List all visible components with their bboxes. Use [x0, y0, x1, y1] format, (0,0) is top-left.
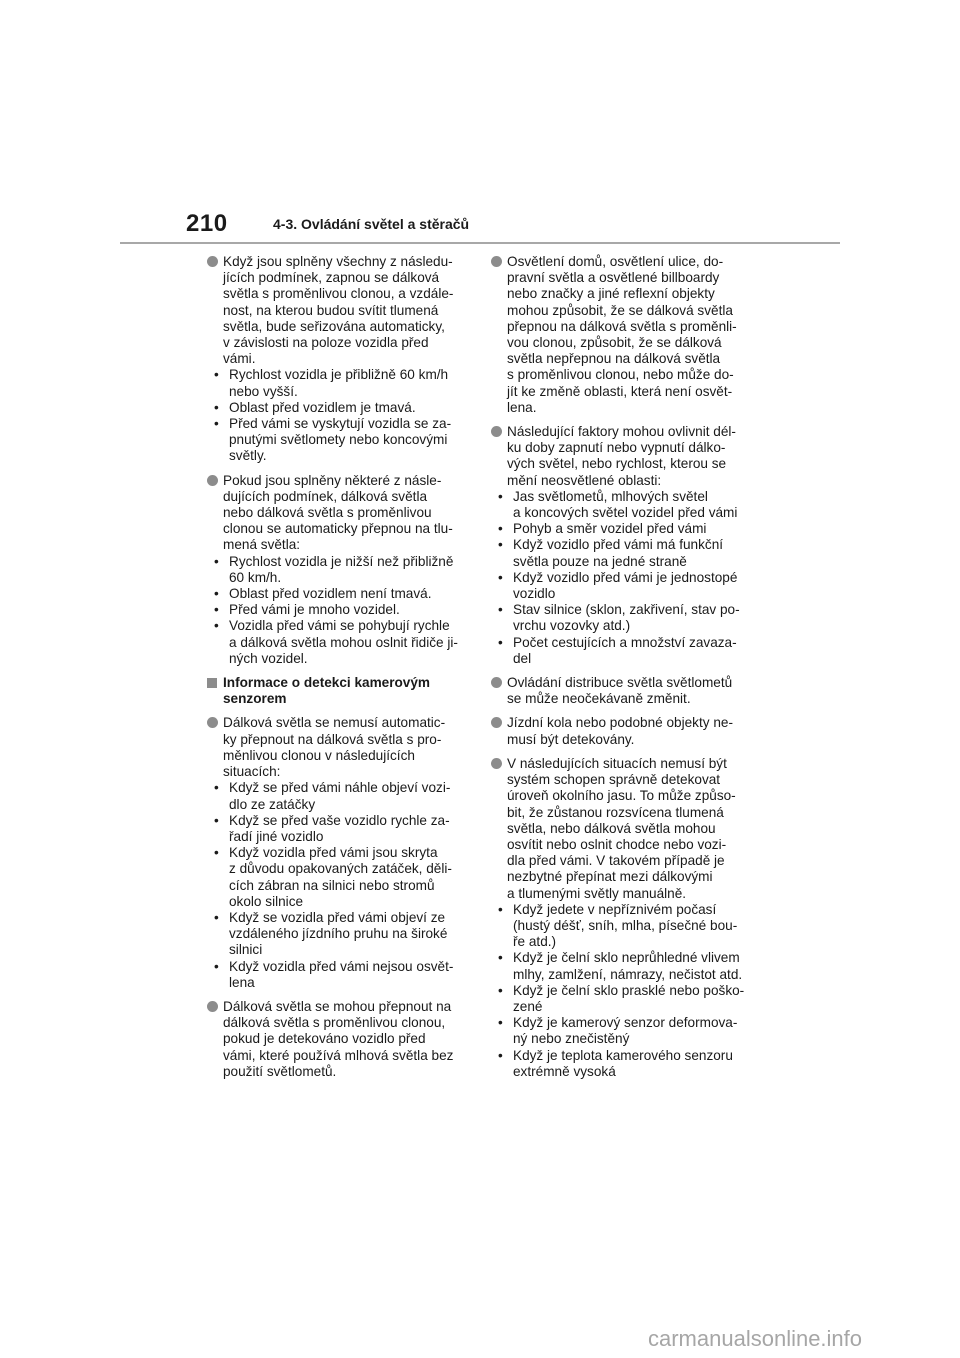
list-item [214, 416, 465, 465]
bullet-dot-icon: • [498, 950, 503, 966]
bullet-list [498, 489, 749, 667]
text-line: mohou způsobit, že se dálková světla [507, 302, 733, 318]
text-line: systém schopen správně detekovat [507, 772, 721, 788]
text-line: nebo značky a jiné reflexní objekty [507, 286, 715, 302]
text-line: cích zábran na silnici nebo stromů [229, 877, 435, 893]
text-line: světla s proměnlivou clonou, a vzdále- [223, 286, 454, 302]
text-line: Informace o detekci kamerovým [223, 675, 431, 691]
bullet-dot-icon: • [214, 416, 219, 432]
bullet-dot-icon: • [214, 399, 219, 415]
text-line: Před vámi se vyskytují vozidla se za- [229, 416, 452, 432]
circle-bullet-icon [491, 677, 502, 688]
text-line: (hustý déšť, sníh, mlha, písečné bou- [513, 917, 738, 933]
text-line: Když je teplota kamerového senzoru [513, 1047, 733, 1063]
list-item [498, 537, 749, 569]
square-bullet-icon [207, 678, 217, 688]
text-line: Ovládání distribuce světla světlometů [507, 675, 733, 691]
section-title: 4-3. Ovládání světel a stěračů [273, 216, 470, 232]
text-line: dlo ze zatáčky [229, 796, 316, 812]
text-line: lena. [507, 399, 537, 415]
text-line: Osvětlení domů, osvětlení ulice, do- [507, 254, 724, 269]
paragraph [491, 675, 749, 707]
text-line: ný nebo znečistěný [513, 1031, 630, 1047]
text-line: úroveň okolního jasu. To může způso- [507, 788, 736, 804]
text-line: vých světel, nebo rychlost, kterou se [507, 456, 727, 472]
text-line: del [513, 650, 532, 666]
list-item [498, 950, 749, 982]
bullet-dot-icon: • [214, 812, 219, 828]
bullet-dot-icon: • [498, 521, 503, 537]
text-line: Oblast před vozidlem není tmavá. [229, 586, 432, 602]
text-line: mená světla: [223, 537, 301, 553]
bullet-dot-icon: • [498, 634, 503, 650]
circle-bullet-icon [491, 256, 502, 267]
text-line: Když jsou splněny všechny z následu- [223, 254, 453, 269]
text-line: vou clonou, způsobit, že se dálková [507, 335, 722, 351]
text-line: musí být detekovány. [507, 731, 635, 747]
text-line: Když se před vaše vozidlo rychle za- [229, 812, 450, 828]
text-line: pnutými světlomety nebo koncovými [229, 432, 448, 448]
text-line: V následujících situacích nemusí být [507, 755, 727, 771]
bullet-list [214, 780, 465, 991]
text-line: s proměnlivou clonou, nebo může do- [507, 367, 734, 383]
text-line: nebo dálková světla s proměnlivou [223, 505, 432, 521]
text-line: Když se před vámi náhle objeví vozi- [229, 780, 451, 796]
text-line: Když je čelní sklo prasklé nebo poško- [513, 982, 745, 998]
circle-bullet-icon [491, 717, 502, 728]
text-line: řadí jiné vozidlo [229, 828, 324, 844]
bullet-dot-icon: • [214, 780, 219, 796]
text-line: Před vámi je mnoho vozidel. [229, 602, 400, 618]
text-line: nebo vyšší. [229, 383, 298, 399]
text-line: vámi. [223, 351, 256, 367]
text-line: vámi, které používá mlhová světla bez [223, 1047, 454, 1063]
bullet-dot-icon: • [498, 569, 503, 585]
list-item [498, 635, 749, 667]
text-line: a dálková světla mohou oslnit řidiče ji- [229, 634, 458, 650]
text-line: Když se vozidla před vámi objeví ze [229, 909, 446, 925]
text-line: lena [229, 974, 255, 990]
list-item [498, 602, 749, 634]
list-item [498, 983, 749, 1015]
text-line: clonou se automaticky přepnou na tlu- [223, 521, 453, 537]
text-line: ře atd.) [513, 934, 557, 950]
list-item [214, 845, 465, 910]
bullet-dot-icon: • [214, 367, 219, 383]
list-item [214, 367, 465, 399]
paragraph [207, 715, 465, 990]
list-item [214, 959, 465, 991]
text-line: Rychlost vozidla je přibližně 60 km/h [229, 367, 449, 383]
text-line: pokud je detekováno vozidlo před [223, 1031, 426, 1047]
paragraph [491, 715, 749, 747]
circle-bullet-icon [207, 717, 218, 728]
bullet-dot-icon: • [498, 901, 503, 917]
text-line: a koncových světel vozidel před vámi [513, 505, 738, 521]
left-column [207, 254, 465, 1088]
text-line: osvítit nebo oslnit chodce nebo vozi- [507, 836, 727, 852]
list-item [214, 780, 465, 812]
text-line: silnici [229, 942, 263, 958]
text-line: z důvodu opakovaných zatáček, děli- [229, 861, 452, 877]
text-line: bit, že zůstanou rozsvícena tlumená [507, 804, 724, 820]
circle-bullet-icon [207, 475, 218, 486]
text-line: vzdáleného jízdního pruhu na široké [229, 926, 448, 942]
text-line: dujících podmínek, dálková světla [223, 488, 428, 504]
text-line: dla před vámi. V takovém případě je [507, 853, 725, 869]
text-line: Jas světlometů, mlhových světel [513, 488, 708, 504]
text-line: mění neosvětlené oblasti: [507, 472, 662, 488]
text-line: ky přepnout na dálková světla s pro- [223, 731, 442, 747]
text-line: Když je kamerový senzor deformova- [513, 1015, 738, 1031]
text-line: mlhy, zamlžení, námrazy, nečistot atd. [513, 966, 743, 982]
right-column [491, 254, 749, 1088]
page-number: 210 [186, 210, 228, 237]
text-line: Rychlost vozidla je nižší než přibližně [229, 553, 454, 569]
watermark: carmanualsonline.info [648, 1326, 863, 1351]
text-line: vrchu vozovky atd.) [513, 618, 631, 634]
text-line: Počet cestujících a množství zavaza- [513, 634, 737, 650]
text-line: ku doby zapnutí nebo vypnutí dálko- [507, 440, 726, 456]
text-line: jících podmínek, zapnou se dálková [223, 270, 440, 286]
circle-bullet-icon [207, 1001, 218, 1012]
list-item [214, 400, 465, 416]
text-line: Pokud jsou splněny některé z násle- [223, 472, 442, 488]
text-line: situacích: [223, 764, 281, 780]
list-item [498, 521, 749, 537]
text-line: měnlivou clonou v následujících [223, 747, 415, 763]
text-line: a tlumenými světly manuálně. [507, 885, 687, 901]
text-line: jít ke změně oblasti, která není osvět- [507, 383, 733, 399]
list-item [214, 910, 465, 959]
bullet-dot-icon: • [498, 1047, 503, 1063]
text-line: Dálková světla se nemusí automatic- [223, 715, 446, 731]
text-line: Vozidla před vámi se pohybují rychle [229, 618, 450, 634]
list-item [214, 554, 465, 586]
text-line: světla, bude seřizována automaticky, [223, 318, 445, 334]
text-line: světly. [229, 448, 267, 464]
text-line: v závislosti na poloze vozidla před [223, 335, 429, 351]
text-line: pravní světla a osvětlené billboardy [507, 270, 720, 286]
bullet-dot-icon: • [214, 586, 219, 602]
bullet-dot-icon: • [498, 488, 503, 504]
circle-bullet-icon [207, 256, 218, 267]
circle-bullet-icon [491, 758, 502, 769]
bullet-dot-icon: • [214, 553, 219, 569]
bullet-dot-icon: • [214, 602, 219, 618]
text-line: Dálková světla se mohou přepnout na [223, 998, 452, 1014]
circle-bullet-icon [491, 426, 502, 437]
bullet-list [498, 902, 749, 1080]
text-line: světla, nebo dálková světla mohou [507, 820, 716, 836]
list-item [214, 602, 465, 618]
list-item [498, 489, 749, 521]
text-line: Když vozidla před vámi nejsou osvět- [229, 958, 454, 974]
list-item [498, 1015, 749, 1047]
text-line: 60 km/h. [229, 569, 282, 585]
bullet-dot-icon: • [214, 845, 219, 861]
bullet-dot-icon: • [214, 909, 219, 925]
list-item [214, 618, 465, 667]
bullet-dot-icon: • [214, 958, 219, 974]
list-item [214, 586, 465, 602]
text-line: okolo silnice [229, 893, 304, 909]
list-item [498, 570, 749, 602]
paragraph [491, 424, 749, 667]
text-line: Stav silnice (sklon, zakřivení, stav po- [513, 602, 740, 618]
text-line: Jízdní kola nebo podobné objekty ne- [507, 715, 733, 731]
paragraph [207, 999, 465, 1080]
paragraph [207, 473, 465, 667]
paragraph [491, 254, 749, 416]
paragraph [491, 756, 749, 1080]
bullet-dot-icon: • [498, 1015, 503, 1031]
paragraph [207, 254, 465, 465]
text-line: dálková světla s proměnlivou clonou, [223, 1015, 446, 1031]
text-line: senzorem [223, 691, 287, 707]
text-line: nost, na kterou budou svítit tlumená [223, 302, 439, 318]
text-line: světla pouze na jedné straně [513, 553, 687, 569]
text-line: Když je čelní sklo neprůhledné vlivem [513, 950, 740, 966]
list-item [214, 813, 465, 845]
bullet-dot-icon: • [498, 602, 503, 618]
list-item [498, 1048, 749, 1080]
text-line: ných vozidel. [229, 650, 308, 666]
section-heading [207, 675, 465, 707]
text-line: použití světlometů. [223, 1063, 337, 1079]
text-line: Oblast před vozidlem je tmavá. [229, 399, 416, 415]
list-item [498, 902, 749, 951]
header-rule [120, 242, 840, 244]
bullet-list [214, 554, 465, 667]
text-line: světla nepřepnou na dálková světla [507, 351, 721, 367]
text-line: Následující faktory mohou ovlivnit dél- [507, 424, 736, 440]
text-line: Když vozidlo před vámi je jednostopé [513, 569, 738, 585]
bullet-dot-icon: • [214, 618, 219, 634]
text-line: Když vozidla před vámi jsou skryta [229, 845, 438, 861]
text-line: nezbytné přepínat mezi dálkovými [507, 869, 713, 885]
text-line: zené [513, 998, 543, 1014]
text-line: vozidlo [513, 586, 556, 602]
bullet-dot-icon: • [498, 537, 503, 553]
text-line: Když jedete v nepříznivém počasí [513, 901, 717, 917]
text-line: Pohyb a směr vozidel před vámi [513, 521, 707, 537]
text-line: se může neočekávaně změnit. [507, 691, 691, 707]
bullet-dot-icon: • [498, 982, 503, 998]
text-line: Když vozidlo před vámi má funkční [513, 537, 724, 553]
bullet-list [214, 367, 465, 464]
text-line: extrémně vysoká [513, 1063, 616, 1079]
text-line: přepnou na dálková světla s proměnli- [507, 318, 737, 334]
